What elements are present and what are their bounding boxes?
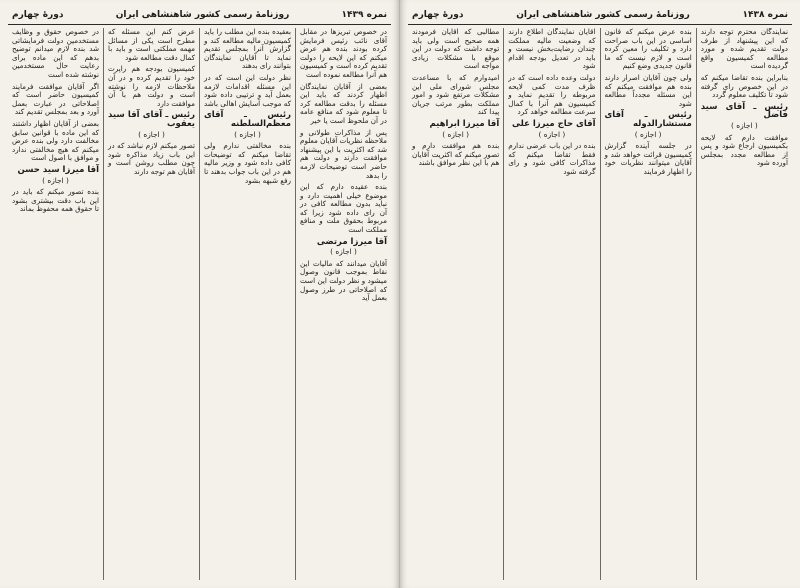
paragraph: امیدوارم که با مساعدت مجلس شورای ملی این مشکلات مرتفع شود و امور مملکت بطور مرتب جریان پیدا کند xyxy=(412,72,500,117)
paragraph: بنده عرض میکنم که قانون اساسی در این باب صراحت دارد و تکلیف را معین کرده است و لازم نیست که ما قانون جدیدی وضع کنیم xyxy=(604,28,692,71)
text-column xyxy=(504,28,600,580)
paragraph: دولت وعده داده است که در ظرف مدت کمی لایحه مربوطه را تقدیم نماید و کمیسیون هم آنرا با کمال سرعت مطالعه خواهد کرد xyxy=(508,72,596,117)
paragraph: تصور میکنم لازم نباشد که در این باب زیاد مذاکره شود چون مطلب روشن است و آقایان هم توجه دارند xyxy=(108,141,195,176)
paragraph: بنده تصور میکنم که باید در این باب دقت بیشتری بشود تا حقوق همه محفوظ بماند xyxy=(12,187,99,214)
text-column xyxy=(104,28,200,580)
paragraph: اگر آقایان موافقت فرمایند کمیسیون حاضر است که اصلاحاتی در عبارت بعمل آورد و بعد بمجلس تقدیم کند xyxy=(12,81,99,117)
text-column xyxy=(296,28,391,580)
speaker-heading: رئیس ـ آقای مستشارالدوله xyxy=(604,110,692,129)
speaker-heading: آقا میرزا مرتضی xyxy=(316,236,387,247)
speaker-heading: آقا میرزا ابراهیم xyxy=(429,118,500,129)
paragraph: مطالبی که آقایان فرمودند همه صحیح است ولی باید توجه داشت که دولت در این موقع با مشکلات زیادی مواجه است xyxy=(412,28,500,71)
right-page xyxy=(400,0,800,588)
session-label: دورهٔ چهارم xyxy=(12,10,64,20)
right-page-columns xyxy=(408,28,792,580)
left-page-header xyxy=(8,6,391,25)
speaker-heading: رئیس ـ آقای آقا سید یعقوب xyxy=(108,110,195,129)
paragraph: عرض کنم این مسئله که مطرح است یکی از مسائل مهمه مملکتی است و باید با کمال دقت مطالعه شود xyxy=(108,28,195,62)
paragraph: بعقیده بنده این مطلب را باید کمیسیون مالیه مطالعه کند و گزارش آنرا بمجلس تقدیم نماید تا آقایان نمایندگان بتوانند رای بدهند xyxy=(204,28,291,71)
speaker-heading: آقای حاج میرزا علی xyxy=(512,118,596,129)
newspaper-title: روزنامهٔ رسمی کشور شاهنشاهی ایران xyxy=(516,10,690,20)
paragraph: بنده در این باب عرضی ندارم فقط تقاضا میکنم که مذاکرات کافی شود و رای گرفته شود xyxy=(508,141,596,176)
paragraph: کمیسیون بودجه هم راپرت خود را تقدیم کرده و در آن ملاحظات لازمه را نوشته است و دولت هم با آن موافقت دارد xyxy=(108,64,195,108)
permission-remark: ( اجازه ) xyxy=(442,129,470,139)
paragraph: آقایان نمایندگان اطلاع دارند که وضعیت مالیه مملکت چندان رضایت‌بخش نیست و باید در تعدیل بودجه اقدام شود xyxy=(508,28,596,71)
permission-remark: ( اجازه ) xyxy=(330,247,357,257)
speaker-heading: رئیس ـ آقای سید فاضل xyxy=(700,101,788,121)
left-page-columns xyxy=(8,28,391,580)
paragraph: بعضی از آقایان اظهار داشتند که این ماده با قوانین سابق مخالفت دارد ولی بنده عرض میکنم که هیچ مخالفتی ندارد و موافق با اصول است xyxy=(12,118,99,163)
paragraph: پس از مذاکرات طولانی و ملاحظه نظریات آقایان معلوم شد که اکثریت با این پیشنهاد موافقت دارند و دولت هم حاضر است توضیحات لازمه را بدهد xyxy=(300,127,387,180)
paragraph: بنده هم موافقت دارم و تصور میکنم که اکثریت آقایان هم با این نظر موافق باشند xyxy=(412,141,500,168)
session-label: دورهٔ چهارم xyxy=(412,10,464,20)
text-column xyxy=(697,28,792,580)
paragraph: نظر دولت این است که در این مسئله اقدامات لازمه بعمل آید و ترتیبی داده شود که موجب آسایش اهالی باشد xyxy=(204,72,291,108)
text-column xyxy=(601,28,697,580)
paragraph: بنده عقیده دارم که این موضوع خیلی اهمیت دارد و نباید بدون مطالعه کافی در آن رای داده شود زیرا که مربوط بحقوق ملت و منافع مملکت است xyxy=(300,182,387,235)
text-column xyxy=(408,28,504,580)
paragraph: بنده مخالفتی ندارم ولی تقاضا میکنم که توضیحات کافی داده شود و وزیر مالیه هم در این باب جواب بدهند تا رفع شبهه بشود xyxy=(204,141,291,185)
paragraph: در جلسه آینده گزارش کمیسیون قرائت خواهد شد و آقایان میتوانند نظریات خود را اظهار فرمایند xyxy=(604,141,692,176)
permission-remark: ( اجازه ) xyxy=(634,129,662,139)
newspaper-title: روزنامهٔ رسمی کشور شاهنشاهی ایران xyxy=(115,10,290,20)
permission-remark: ( اجازه ) xyxy=(234,129,261,139)
paragraph: نمایندگان محترم توجه دارند که این پیشنهاد از طرف دولت تقدیم شده و مورد مطالعه کمیسیون واقع گردیده است xyxy=(700,28,788,71)
permission-remark: ( اجازه ) xyxy=(730,120,758,130)
permission-remark: ( اجازه ) xyxy=(538,129,566,139)
speaker-heading: رئیس ـ آقای معظم‌السلطنه xyxy=(204,110,291,129)
paragraph: در خصوص حقوق و وظایف مستخدمین دولت فرمایشاتی شد بنده لازم میدانم توضیح بدهم که این ماده برای رعایت حال مستخدمین نوشته شده است xyxy=(12,28,99,79)
text-column xyxy=(200,28,296,580)
paragraph: در خصوص تبریزها در مقابل آقای نائب رئیس فرمایش کرده بودند بنده هم عرض میکنم که این لایحه را دولت تقدیم کرده است و کمیسیون هم آنرا مطالعه نموده است xyxy=(300,28,387,79)
paragraph: بعضی از آقایان نمایندگان اظهار کردند که باید این مسئله را بدقت مطالعه کرد تا معلوم شود که منافع عامه در آن ملحوظ است یا خیر xyxy=(300,81,387,125)
page-number: نمره ۱۴۳۸ xyxy=(742,10,788,20)
text-column xyxy=(8,28,104,580)
right-page-header xyxy=(408,6,792,25)
paragraph: ولی چون آقایان اصرار دارند بنده هم موافقت میکنم که این مسئله مجدداً مطالعه شود xyxy=(604,72,692,108)
page-number: نمره ۱۴۳۹ xyxy=(341,10,387,20)
permission-remark: ( اجازه ) xyxy=(138,129,165,139)
speaker-heading: آقا میرزا سید حسن xyxy=(17,164,99,175)
permission-remark: ( اجازه ) xyxy=(42,175,69,185)
paragraph: موافقت دارم که لایحه بکمیسیون ارجاع شود و پس از مطالعه مجدد بمجلس آورده شود xyxy=(700,132,788,168)
paragraph: بنابراین بنده تقاضا میکنم که در این خصوص رای گرفته شود تا تکلیف معلوم گردد xyxy=(700,72,788,100)
paragraph: آقایان میدانند که مالیات این نقاط بموجب قانون وصول میشود و نظر دولت این است که اصلاحاتی در طرز وصول بعمل آید xyxy=(300,258,387,303)
